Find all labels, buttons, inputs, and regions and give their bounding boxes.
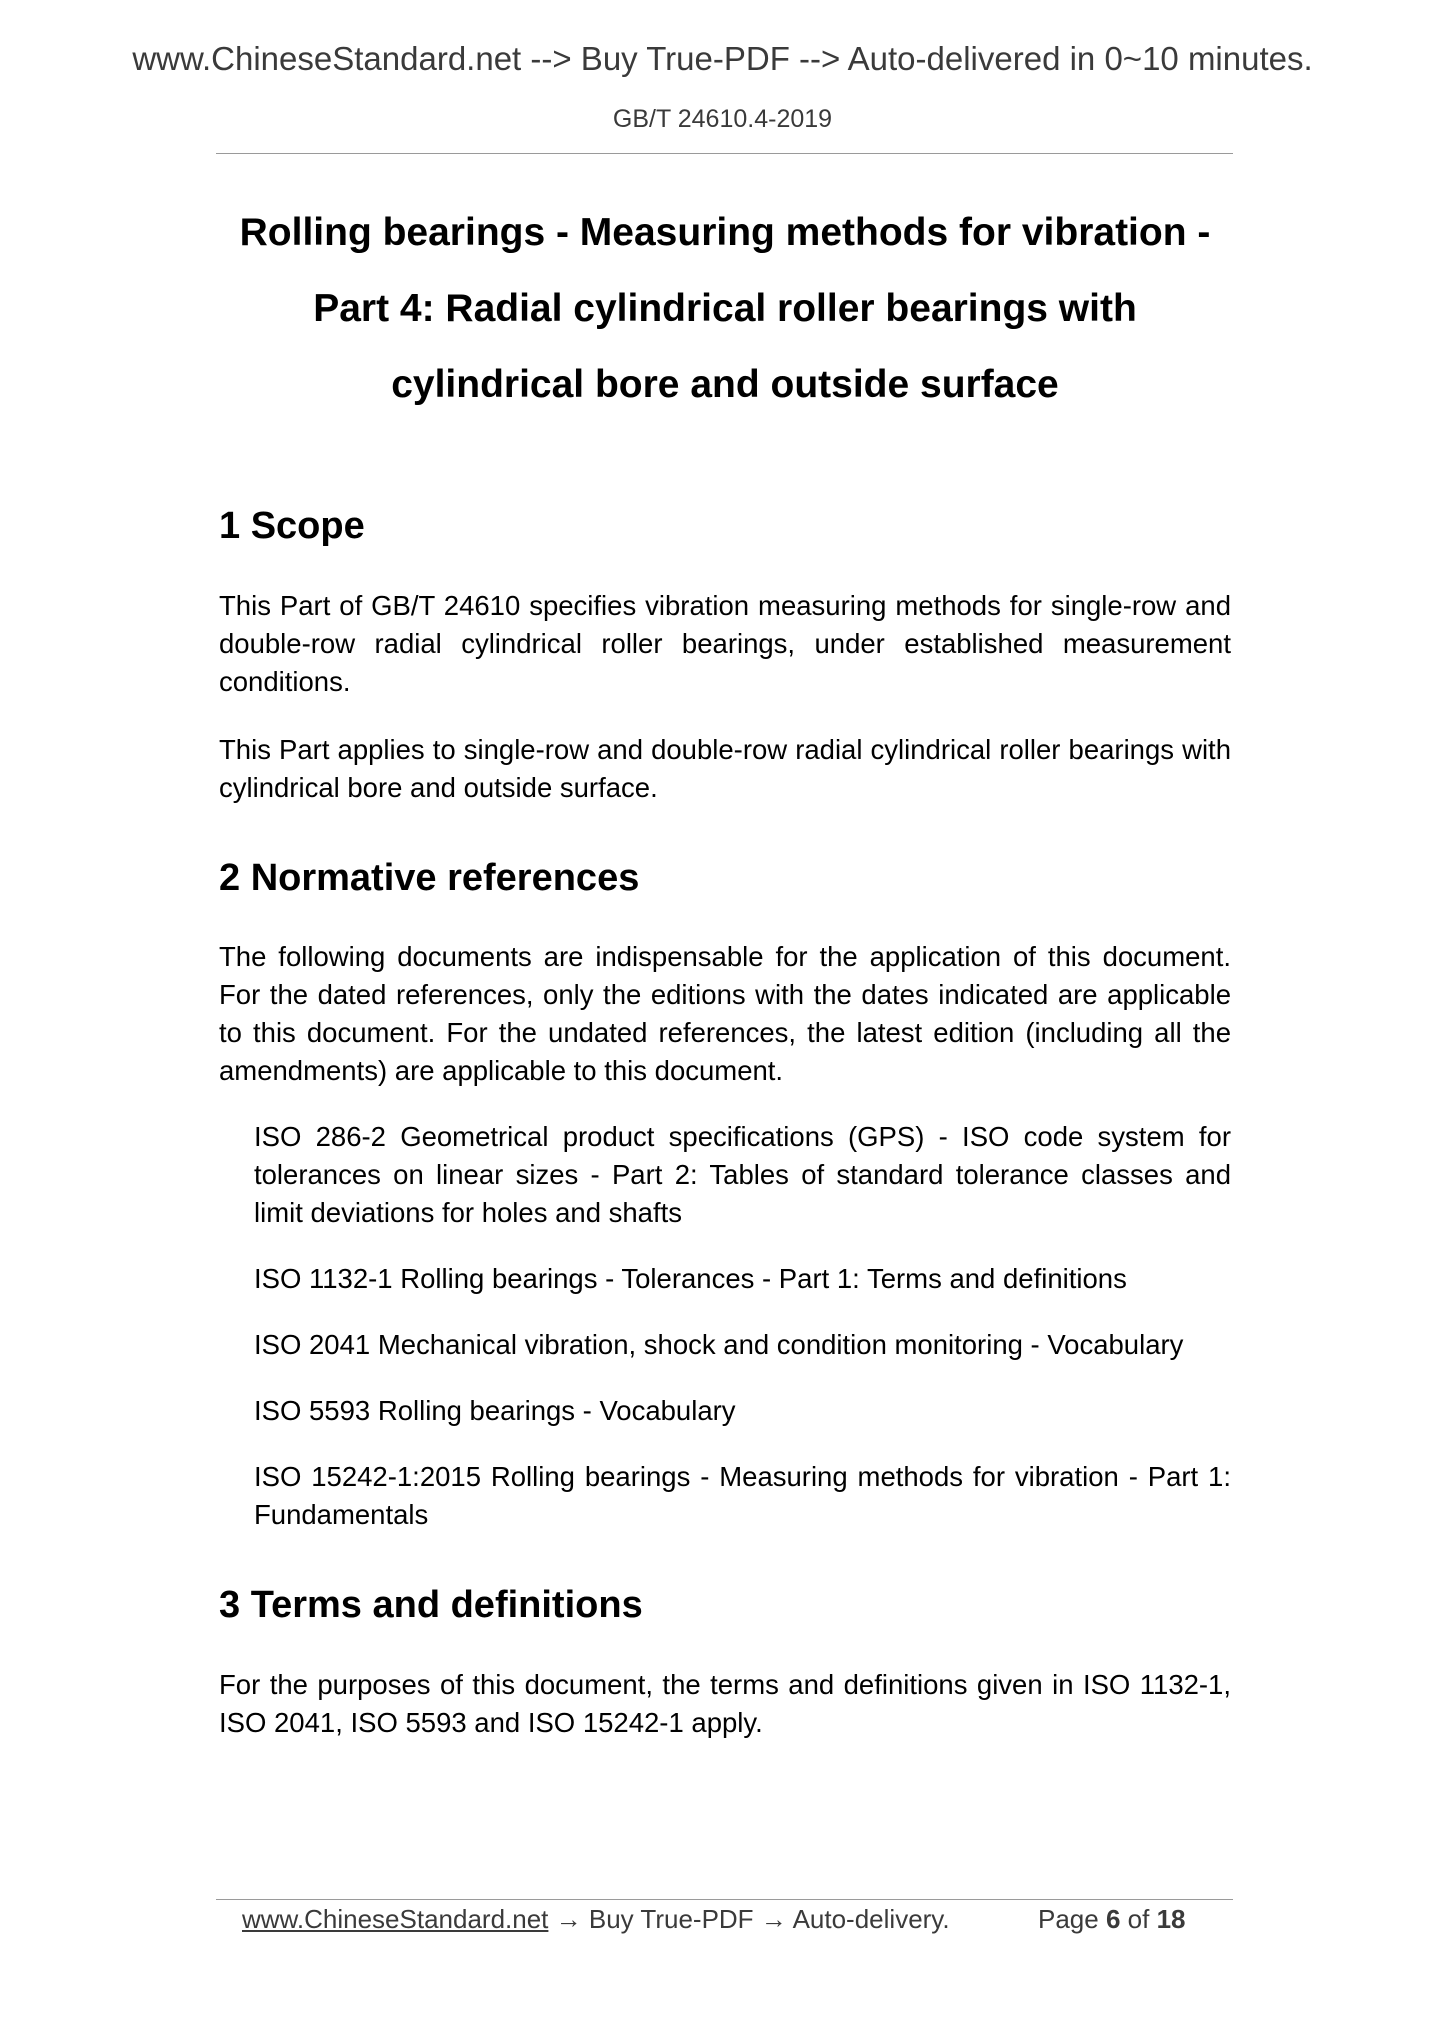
reference-item: ISO 286-2 Geometrical product specifications (GPS) - ISO code system for tolerances on linear sizes - Part 2: Tables of standard tolerance classes and limit deviations for holes and shafts	[254, 1121, 1231, 1228]
reference-item: ISO 5593 Rolling bearings - Vocabulary	[254, 1395, 736, 1426]
section-heading-scope: 1 Scope	[219, 505, 365, 547]
standard-code-header: GB/T 24610.4-2019	[612, 105, 833, 133]
title-line-2: Part 4: Radial cylindrical roller bearings with	[313, 287, 1137, 330]
page-indicator	[1038, 1904, 1186, 1935]
promo-banner: www.ChineseStandard.net --> Buy True-PDF --> Auto-delivered in 0~10 minutes.	[132, 40, 1313, 77]
section-heading-normative-references: 2 Normative references	[219, 857, 640, 899]
page-body	[219, 195, 1231, 1742]
page-footer	[0, 1900, 1445, 1944]
page-total: 18	[1156, 1904, 1186, 1934]
header-divider	[216, 153, 1233, 154]
normative-intro-paragraph: The following documents are indispensable for the application of this document. For the dated references, only the editions with the dates indicated are applicable to this document. For the undated references, the latest edition (including all the amendments) are applicable to this document.	[219, 941, 1231, 1086]
of-label: of	[1127, 1904, 1150, 1934]
title-line-3: cylindrical bore and outside surface	[391, 363, 1059, 406]
footer-promo-text: → Buy True-PDF → Auto-delivery.	[548, 1904, 950, 1934]
page-current: 6	[1105, 1904, 1121, 1934]
footer-promo	[242, 1904, 950, 1935]
reference-item: ISO 1132-1 Rolling bearings - Tolerances - Part 1: Terms and definitions	[254, 1263, 1127, 1294]
page-label: Page	[1038, 1904, 1099, 1934]
scope-paragraph-1: This Part of GB/T 24610 specifies vibration measuring methods for single-row and double-row radial cylindrical roller bearings, under established measurement conditions.	[219, 590, 1231, 697]
footer-site-link[interactable]: www.ChineseStandard.net	[242, 1904, 549, 1934]
terms-paragraph: For the purposes of this document, the terms and definitions given in ISO 1132-1, ISO 2041, ISO 5593 and ISO 15242-1 apply.	[219, 1669, 1231, 1738]
scope-paragraph-2: This Part applies to single-row and double-row radial cylindrical roller bearings with cylindrical bore and outside surface.	[219, 734, 1231, 803]
title-line-1: Rolling bearings - Measuring methods for vibration -	[239, 211, 1211, 254]
reference-item: ISO 2041 Mechanical vibration, shock and condition monitoring - Vocabulary	[254, 1329, 1184, 1360]
section-heading-terms: 3 Terms and definitions	[219, 1584, 643, 1626]
document-title	[219, 195, 1231, 423]
reference-item: ISO 15242-1:2015 Rolling bearings - Measuring methods for vibration - Part 1: Fundamentals	[254, 1461, 1231, 1530]
